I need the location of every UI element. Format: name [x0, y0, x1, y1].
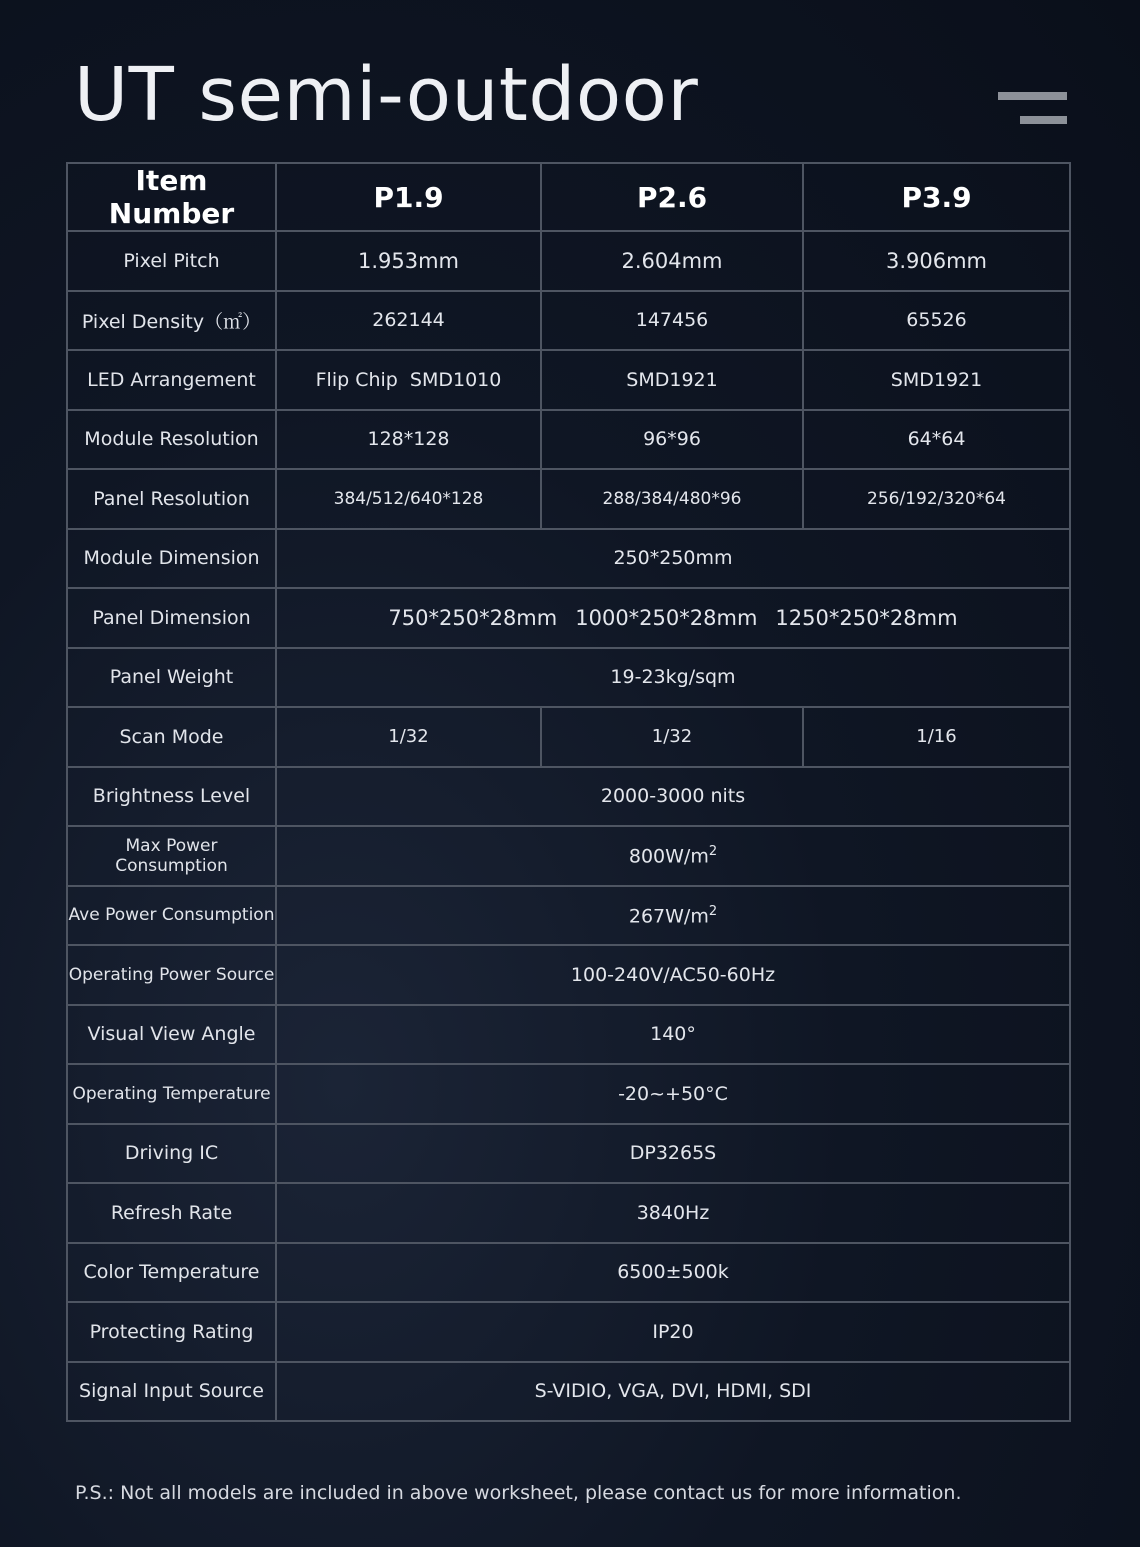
table-row — [67, 291, 1070, 351]
table-row — [67, 648, 1070, 708]
cell-value: 19-23kg/sqm — [276, 648, 1070, 708]
value-text: 800W/m — [628, 845, 709, 868]
row-label: Module Dimension — [67, 529, 276, 589]
table-row — [67, 529, 1070, 589]
cell-value: 65526 — [803, 291, 1070, 351]
cell-value: 1/32 — [276, 707, 541, 767]
row-label: Signal Input Source — [67, 1362, 276, 1422]
table-row — [67, 826, 1070, 886]
table-row — [67, 1124, 1070, 1184]
row-label: Operating Temperature — [67, 1064, 276, 1124]
header-model: P3.9 — [803, 163, 1070, 231]
cell-value: 256/192/320*64 — [803, 469, 1070, 529]
row-label: Driving IC — [67, 1124, 276, 1184]
table-row — [67, 1243, 1070, 1303]
panel-dimension-option: 1250*250*28mm — [775, 605, 958, 630]
row-label: Brightness Level — [67, 767, 276, 827]
page-title: UT semi-outdoor — [74, 52, 699, 138]
panel-dimension-option: 1000*250*28mm — [575, 605, 758, 630]
row-label: Panel Resolution — [67, 469, 276, 529]
cell-value: S-VIDIO, VGA, DVI, HDMI, SDI — [276, 1362, 1070, 1422]
panel-dimension-option: 750*250*28mm — [388, 605, 558, 630]
row-label: Protecting Rating — [67, 1302, 276, 1362]
cell-value: 1/16 — [803, 707, 1070, 767]
table-row — [67, 1005, 1070, 1065]
cell-value: 2.604mm — [541, 231, 803, 291]
table-row — [67, 945, 1070, 1005]
row-label: Visual View Angle — [67, 1005, 276, 1065]
row-label: LED Arrangement — [67, 350, 276, 410]
cell-value: 96*96 — [541, 410, 803, 470]
cell-value: 262144 — [276, 291, 541, 351]
table-row — [67, 767, 1070, 827]
table-row — [67, 886, 1070, 946]
row-label: Ave Power Consumption — [67, 886, 276, 946]
table-header-row — [67, 163, 1070, 231]
header-model: P2.6 — [541, 163, 803, 231]
table-row — [67, 707, 1070, 767]
cell-value: 288/384/480*96 — [541, 469, 803, 529]
menu-icon[interactable] — [998, 92, 1067, 126]
header-label: Item Number — [67, 163, 276, 231]
header-model: P1.9 — [276, 163, 541, 231]
cell-value: -20~+50°C — [276, 1064, 1070, 1124]
cell-value: 384/512/640*128 — [276, 469, 541, 529]
cell-value — [276, 826, 1070, 886]
cell-value: IP20 — [276, 1302, 1070, 1362]
row-label: Panel Dimension — [67, 588, 276, 648]
row-label: Scan Mode — [67, 707, 276, 767]
table-row — [67, 231, 1070, 291]
row-label: Panel Weight — [67, 648, 276, 708]
row-label: Color Temperature — [67, 1243, 276, 1303]
table-row — [67, 410, 1070, 470]
spec-table — [66, 162, 1071, 1422]
cell-value: 3.906mm — [803, 231, 1070, 291]
cell-value: 2000-3000 nits — [276, 767, 1070, 827]
row-label: Pixel Pitch — [67, 231, 276, 291]
row-label: Max Power Consumption — [67, 826, 276, 886]
table-row — [67, 1064, 1070, 1124]
cell-value: Flip Chip SMD1010 — [276, 350, 541, 410]
menu-bar-bottom — [1020, 116, 1067, 124]
cell-value: SMD1921 — [803, 350, 1070, 410]
superscript: 2 — [708, 903, 718, 919]
cell-value: SMD1921 — [541, 350, 803, 410]
cell-value: 1/32 — [541, 707, 803, 767]
table-row — [67, 350, 1070, 410]
menu-bar-top — [998, 92, 1067, 100]
cell-value: 6500±500k — [276, 1243, 1070, 1303]
row-label: Module Resolution — [67, 410, 276, 470]
table-row — [67, 588, 1070, 648]
row-label: Refresh Rate — [67, 1183, 276, 1243]
cell-value: DP3265S — [276, 1124, 1070, 1184]
row-label: Operating Power Source — [67, 945, 276, 1005]
cell-value — [276, 886, 1070, 946]
table-row — [67, 1362, 1070, 1422]
cell-value: 147456 — [541, 291, 803, 351]
table-row — [67, 1183, 1070, 1243]
table-row — [67, 469, 1070, 529]
superscript: 2 — [708, 844, 718, 860]
cell-value: 3840Hz — [276, 1183, 1070, 1243]
cell-value: 100-240V/AC50-60Hz — [276, 945, 1070, 1005]
footnote: P.S.: Not all models are included in above worksheet, please contact us for more information. — [75, 1482, 962, 1504]
cell-value: 250*250mm — [276, 529, 1070, 589]
row-label: Pixel Density（㎡） — [67, 291, 276, 351]
table-row — [67, 1302, 1070, 1362]
cell-value: 1.953mm — [276, 231, 541, 291]
cell-value: 64*64 — [803, 410, 1070, 470]
value-text: 267W/m — [628, 904, 709, 927]
cell-value: 128*128 — [276, 410, 541, 470]
cell-value: 140° — [276, 1005, 1070, 1065]
cell-value — [276, 588, 1070, 648]
